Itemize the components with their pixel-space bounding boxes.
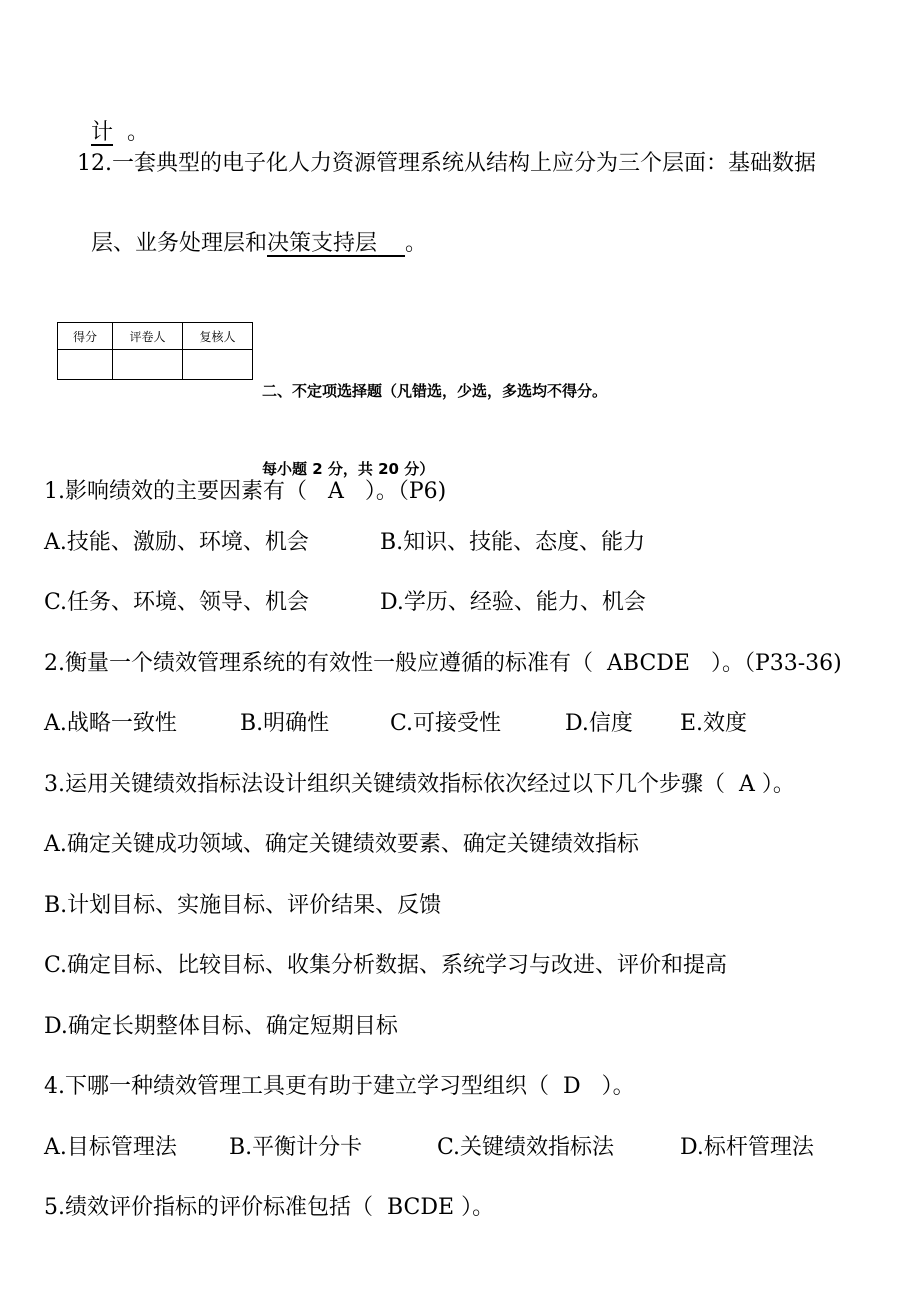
question-2-option-b: B.明确性 bbox=[240, 711, 330, 736]
question-4-option-d: D.标杆管理法 bbox=[680, 1135, 814, 1160]
score-header: 得分 bbox=[58, 323, 113, 350]
section-2-title-line-2: 每小题 2 分，共 20 分） bbox=[262, 460, 435, 478]
reviewer-header: 复核人 bbox=[183, 323, 253, 350]
tail-text bbox=[113, 120, 127, 145]
question-12-line-1: 12.一套典型的电子化人力资源管理系统从结构上应分为三个层面：基础数据 bbox=[77, 151, 816, 176]
grader-cell[interactable] bbox=[113, 350, 183, 380]
grader-header: 评卷人 bbox=[113, 323, 183, 350]
question-3-stem: 3.运用关键绩效指标法设计组织关键绩效指标依次经过以下几个步骤（ A ）。 bbox=[44, 772, 795, 797]
question-2-option-d: D.信度 bbox=[565, 711, 633, 736]
answer-blank: 计 bbox=[91, 120, 114, 145]
question-12-end: 。 bbox=[405, 231, 428, 256]
question-3-option-d: D.确定长期整体目标、确定短期目标 bbox=[44, 1014, 398, 1039]
question-2-option-a: A.战略一致性 bbox=[44, 711, 177, 736]
prev-question-tail bbox=[77, 88, 149, 148]
question-3-option-b: B.计划目标、实施目标、评价结果、反馈 bbox=[44, 893, 442, 918]
question-5-stem: 5.绩效评价指标的评价标准包括（ BCDE ）。 bbox=[44, 1195, 495, 1220]
question-1-option-d: D.学历、经验、能力、机会 bbox=[380, 590, 646, 615]
question-3-option-c: C.确定目标、比较目标、收集分析数据、系统学习与改进、评价和提高 bbox=[44, 953, 728, 978]
question-4-option-b: B.平衡计分卡 bbox=[229, 1135, 363, 1160]
score-table-header-row bbox=[58, 323, 253, 350]
question-12-answer: 决策支持层 bbox=[267, 231, 378, 256]
question-12-line-2 bbox=[77, 199, 427, 259]
question-1-option-c: C.任务、环境、领导、机会 bbox=[44, 590, 310, 615]
question-2-option-e: E.效度 bbox=[680, 711, 748, 736]
score-table bbox=[57, 322, 253, 380]
question-1-stem: 1.影响绩效的主要因素有（ A ）。（P6) bbox=[44, 479, 447, 504]
tail-end: 。 bbox=[127, 120, 150, 145]
reviewer-cell[interactable] bbox=[183, 350, 253, 380]
score-cell[interactable] bbox=[58, 350, 113, 380]
question-1-option-b: B.知识、技能、态度、能力 bbox=[380, 530, 646, 555]
question-2-stem: 2.衡量一个绩效管理系统的有效性一般应遵循的标准有（ ABCDE ）。（P33-36) bbox=[44, 651, 842, 676]
question-12-prefix: 层、业务处理层和 bbox=[91, 231, 268, 256]
question-4-option-a: A.目标管理法 bbox=[44, 1135, 177, 1160]
question-4-option-c: C.关键绩效指标法 bbox=[437, 1135, 615, 1160]
question-2-option-c: C.可接受性 bbox=[390, 711, 502, 736]
section-2-title-line-1: 二、不定项选择题（凡错选，少选，多选均不得分。 bbox=[262, 382, 608, 400]
question-1-option-a: A.技能、激励、环境、机会 bbox=[44, 530, 309, 555]
score-table-blank-row bbox=[58, 350, 253, 380]
question-3-option-a: A.确定关键成功领域、确定关键绩效要素、确定关键绩效指标 bbox=[44, 832, 639, 857]
question-4-stem: 4.下哪一种绩效管理工具更有助于建立学习型组织（ D ）。 bbox=[44, 1074, 635, 1099]
